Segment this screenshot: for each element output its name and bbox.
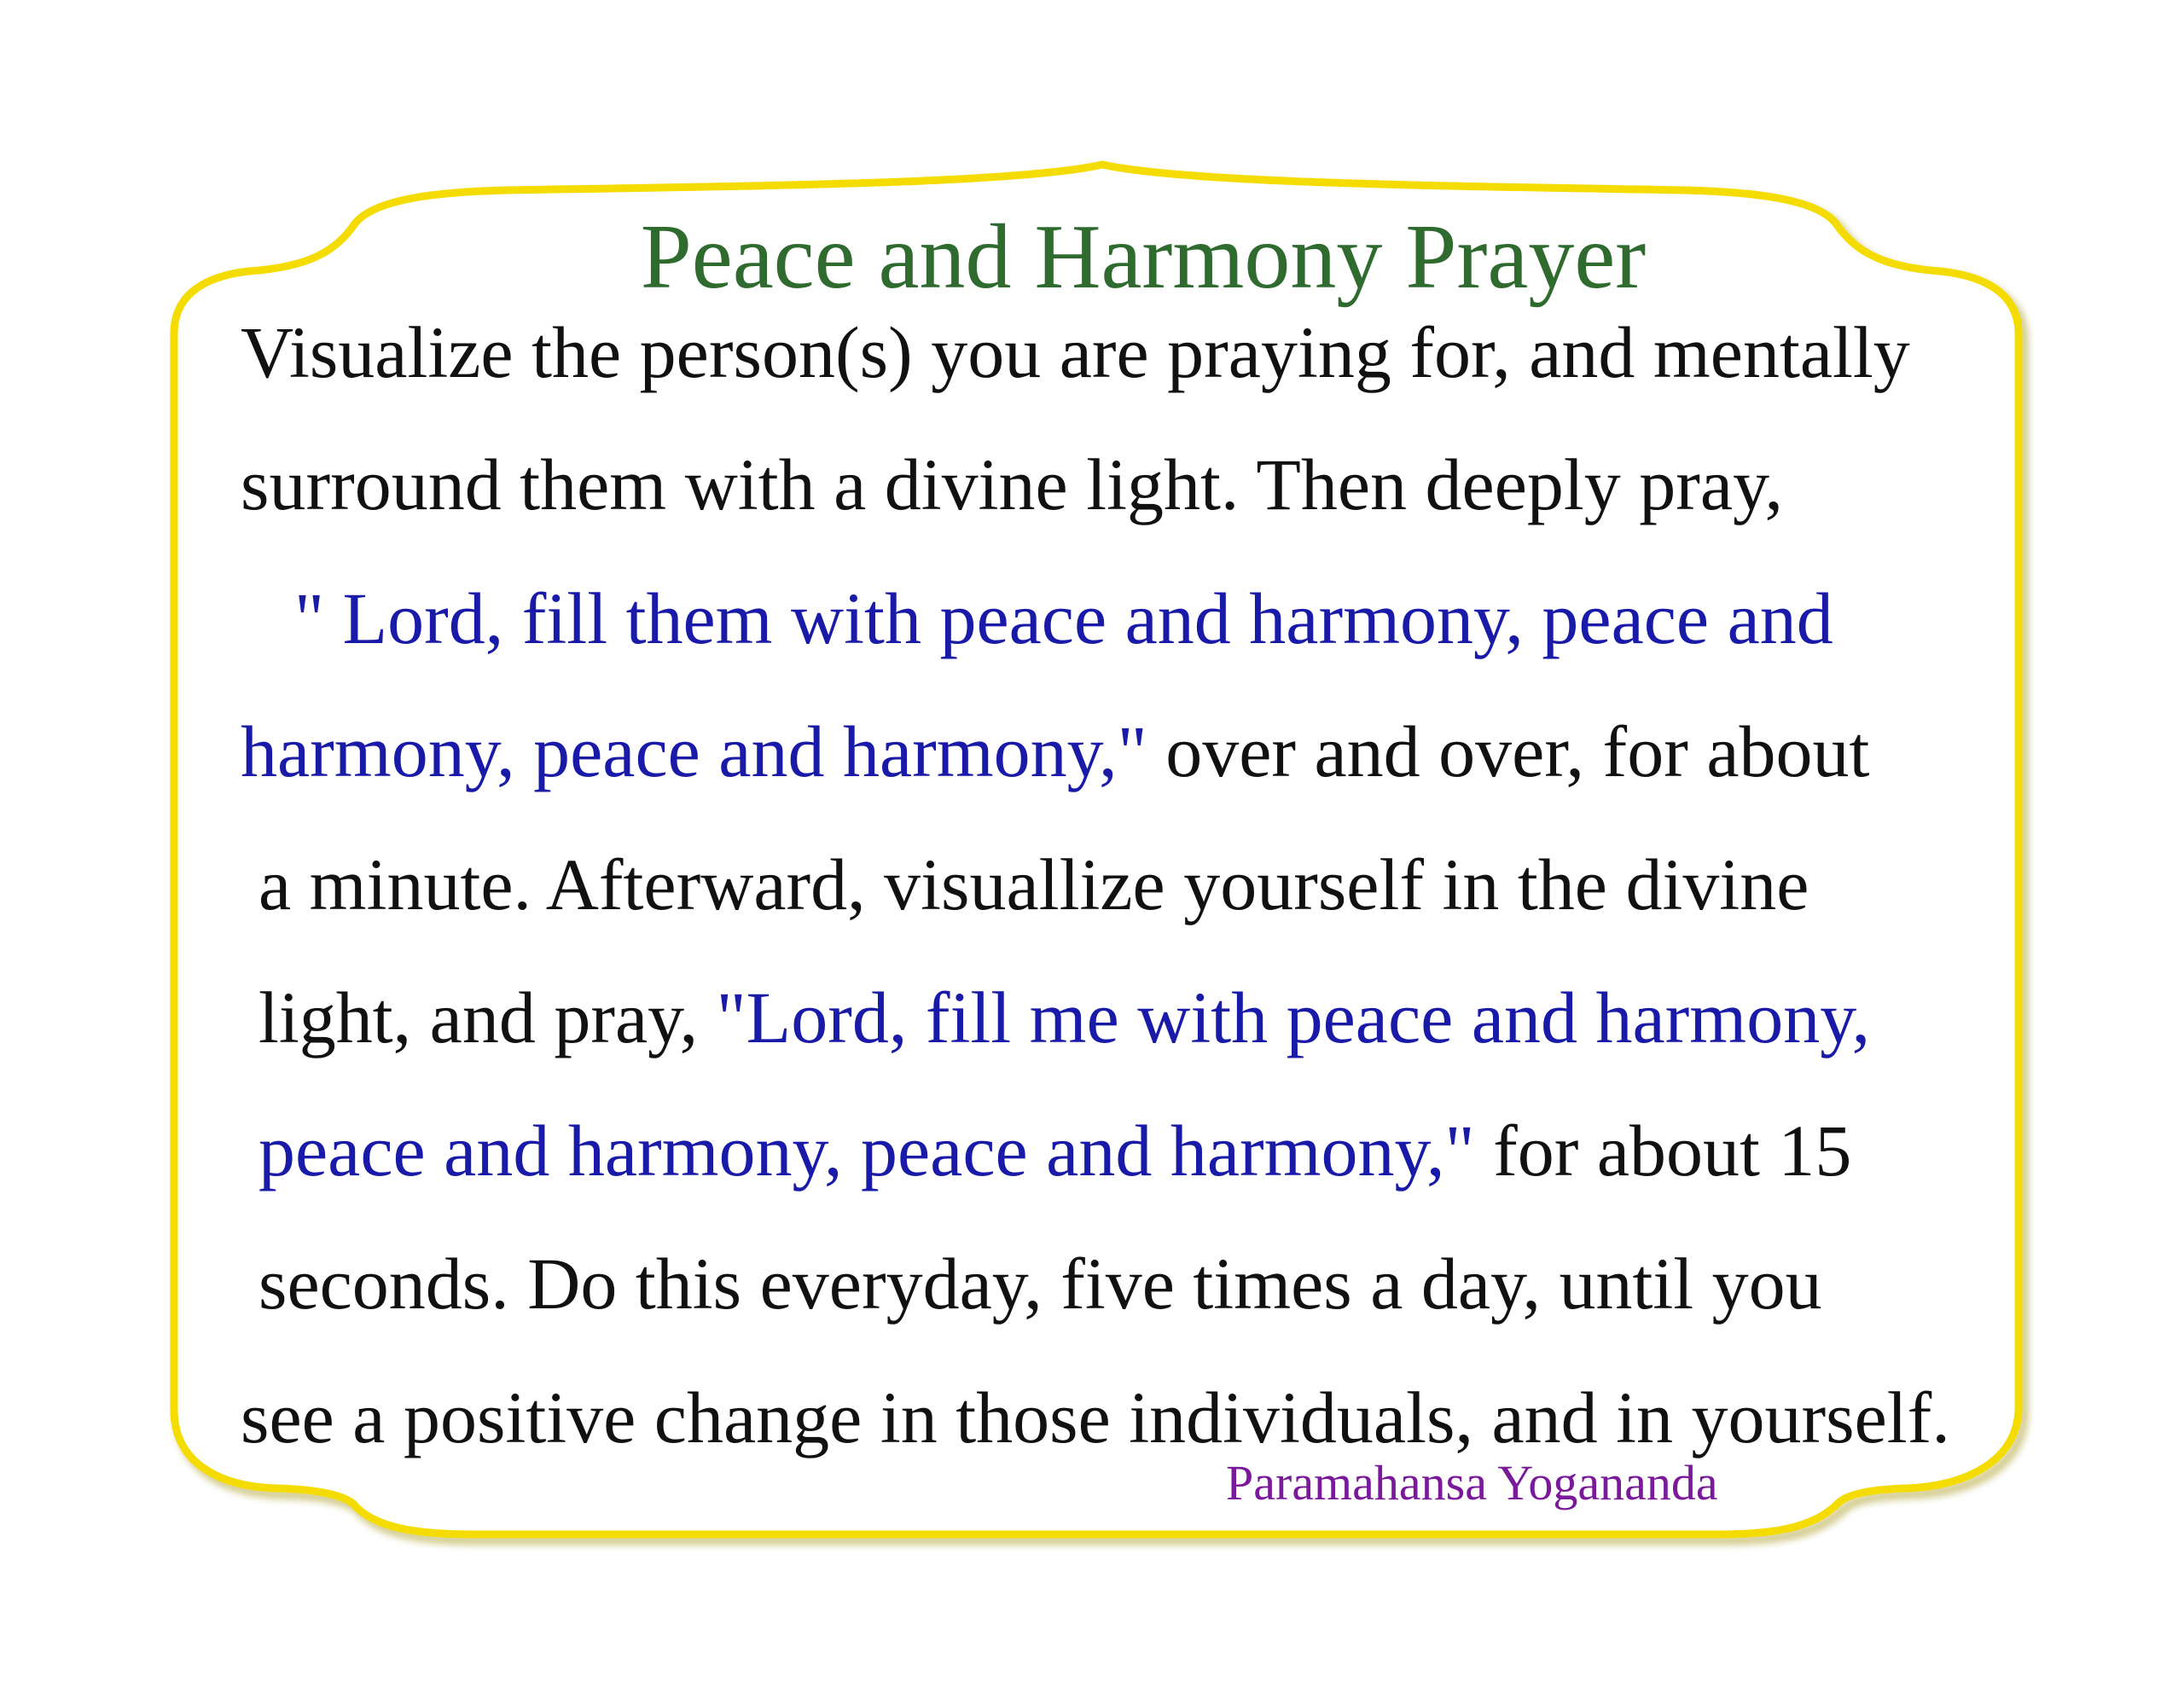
body-line-4: [241, 704, 1869, 798]
body-line-5: [258, 838, 1809, 931]
body-line-6: [258, 971, 1870, 1064]
body-line-7: [258, 1104, 1851, 1197]
body-text: for about 15: [1474, 1110, 1852, 1191]
body-line-8: [258, 1237, 1822, 1330]
body-text: a minute. Afterward, visuallize yourself in the divine: [258, 844, 1809, 925]
author-attribution: Paramahansa Yogananda: [1226, 1455, 1718, 1510]
body-text: see a positive change in those individuals, and in yourself.: [241, 1377, 1950, 1458]
prayer-text: "Lord, fill me with peace and harmony,: [716, 977, 1871, 1058]
body-text: surround them with a divine light. Then deeply pray,: [241, 443, 1784, 525]
body-line-9: [241, 1371, 1950, 1464]
prayer-text: " Lord, fill them with peace and harmony, peace and: [294, 577, 1833, 659]
prayer-text: harmony, peace and harmony,": [241, 710, 1147, 792]
prayer-text: peace and harmony, peace and harmony,": [258, 1110, 1475, 1191]
body-text: Visualize the person(s) you are praying for, and mentally: [241, 311, 1910, 393]
body-line-1: [241, 305, 1910, 399]
body-line-2: [241, 438, 1783, 531]
body-line-3: [294, 571, 1833, 665]
body-text: seconds. Do this everyday, five times a day, until you: [258, 1243, 1822, 1325]
page-title: Peace and Harmony Prayer: [640, 206, 1647, 308]
body-text: over and over, for about: [1147, 710, 1870, 792]
body-text: light, and pray,: [258, 977, 717, 1058]
